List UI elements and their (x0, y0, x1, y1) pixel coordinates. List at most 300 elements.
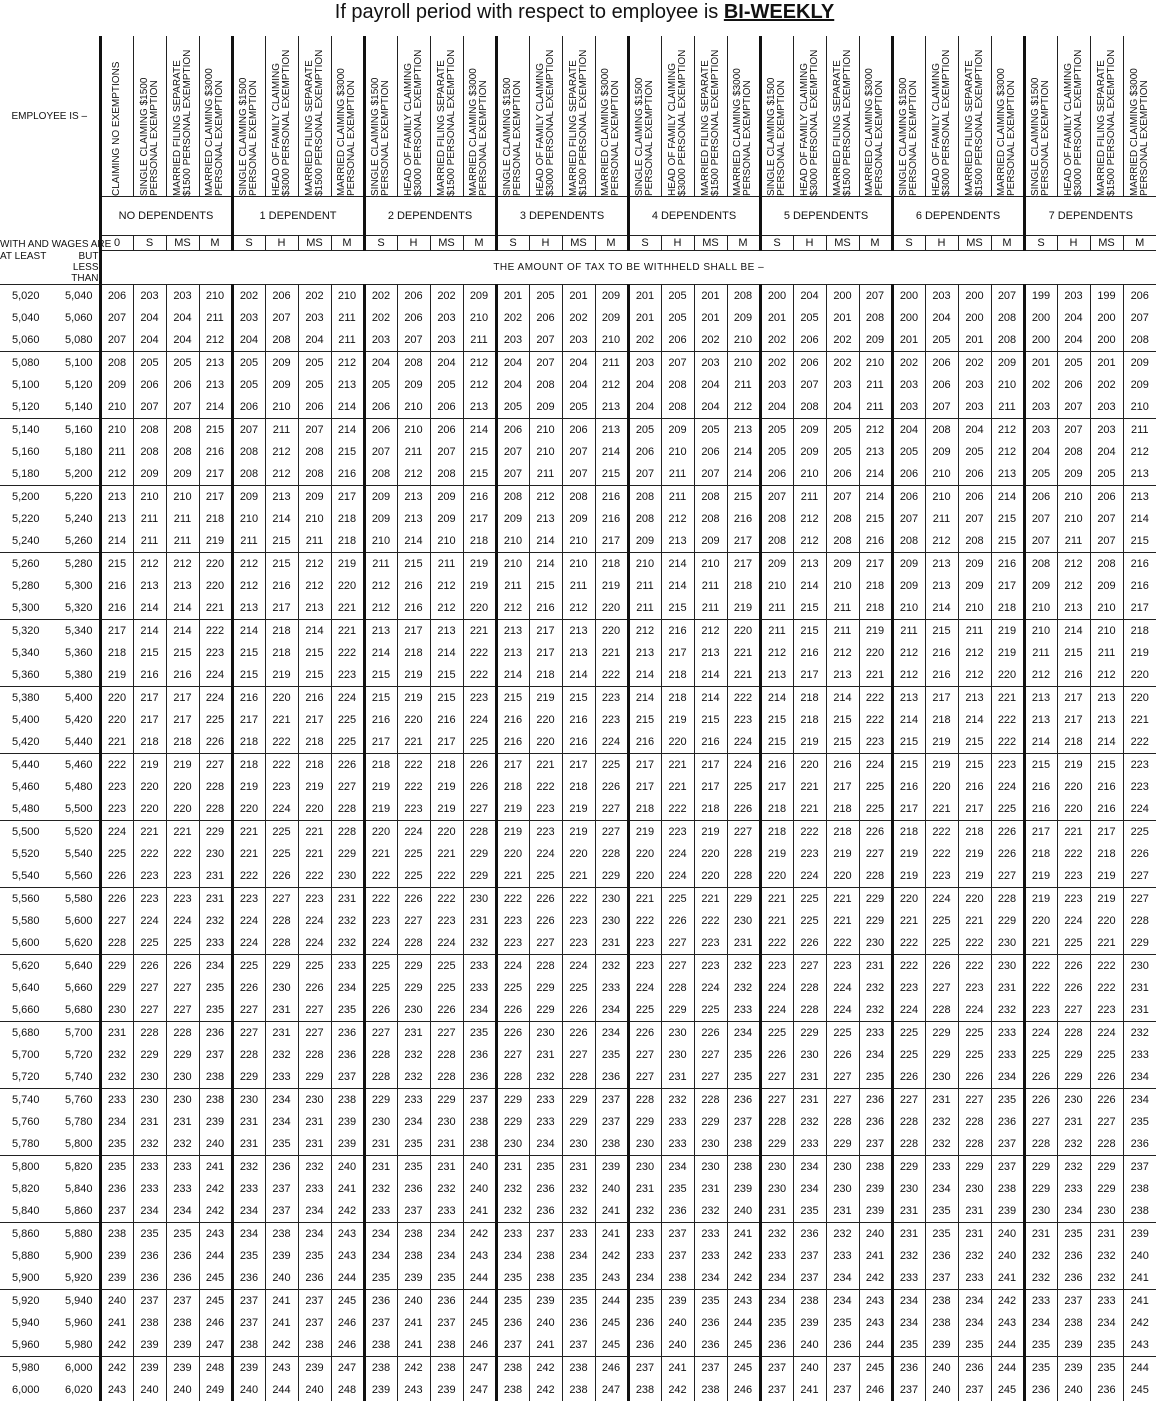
tax-cell: 231 (793, 1088, 826, 1111)
tax-cell: 218 (694, 798, 727, 821)
tax-cell: 210 (496, 552, 529, 575)
tax-cell: 217 (199, 463, 232, 486)
tax-cell: 205 (430, 374, 463, 396)
tax-cell: 200 (826, 284, 859, 307)
tax-cell: 223 (133, 865, 166, 888)
tax-cell: 214 (331, 396, 364, 419)
tax-cell: 210 (628, 552, 661, 575)
tax-cell: 236 (298, 1267, 331, 1290)
tax-cell: 223 (628, 954, 661, 977)
tax-cell: 220 (826, 865, 859, 888)
tax-cell: 218 (232, 753, 265, 776)
tax-cell: 219 (892, 843, 925, 865)
tax-cell: 238 (166, 1312, 199, 1334)
tax-cell: 215 (1090, 753, 1123, 776)
tax-cell: 210 (958, 597, 991, 620)
tax-cell: 231 (430, 1155, 463, 1178)
tax-cell: 243 (331, 1222, 364, 1245)
tax-cell: 239 (364, 1379, 397, 1401)
tax-cell: 218 (265, 619, 298, 642)
tax-cell: 212 (463, 374, 496, 396)
tax-cell: 242 (529, 1379, 562, 1401)
tax-cell: 213 (562, 642, 595, 664)
tax-cell: 208 (133, 418, 166, 441)
tax-cell: 217 (694, 753, 727, 776)
tax-cell: 201 (694, 284, 727, 307)
tax-cell: 209 (430, 485, 463, 508)
tax-cell: 230 (991, 932, 1024, 955)
tax-cell: 236 (199, 1021, 232, 1044)
tax-cell: 239 (925, 1334, 958, 1357)
tax-cell: 203 (430, 329, 463, 352)
tax-cell: 227 (331, 776, 364, 798)
tax-cell: 222 (298, 865, 331, 888)
tax-cell: 204 (628, 374, 661, 396)
tax-cell: 210 (100, 418, 133, 441)
tax-cell: 242 (859, 1267, 892, 1290)
tax-cell: 212 (562, 597, 595, 620)
tax-cell: 218 (727, 575, 760, 597)
tax-cell: 231 (694, 1178, 727, 1200)
tax-cell: 217 (463, 508, 496, 530)
tax-cell: 223 (760, 954, 793, 977)
column-heading: MARRIED FILING SEPARATE $1500 PERSONAL EXEMPTION (430, 36, 463, 197)
tax-cell: 219 (991, 619, 1024, 642)
tax-cell: 230 (760, 1155, 793, 1178)
tax-cell: 220 (331, 575, 364, 597)
tax-cell: 228 (430, 1044, 463, 1066)
tax-cell: 231 (199, 887, 232, 910)
tax-cell: 201 (628, 307, 661, 329)
tax-cell: 238 (364, 1356, 397, 1379)
tax-cell: 230 (265, 977, 298, 999)
tax-cell: 224 (430, 932, 463, 955)
column-heading: HEAD OF FAMILY CLAIMING $3000 PERSONAL EXEMPTION (1057, 36, 1090, 197)
tax-cell: 210 (1057, 508, 1090, 530)
tax-cell: 222 (991, 709, 1024, 731)
tax-cell: 231 (265, 999, 298, 1022)
tax-cell: 234 (265, 1088, 298, 1111)
tax-cell: 247 (199, 1334, 232, 1357)
tax-cell: 211 (1090, 642, 1123, 664)
page-title (0, 0, 1169, 24)
wage-less-than: 5,580 (55, 887, 100, 910)
tax-cell: 215 (1024, 753, 1057, 776)
tax-cell: 208 (793, 396, 826, 419)
tax-cell: 233 (265, 1066, 298, 1089)
tax-cell: 215 (727, 485, 760, 508)
tax-cell: 215 (1123, 530, 1156, 553)
tax-cell: 233 (463, 954, 496, 977)
tax-cell: 220 (265, 686, 298, 709)
tax-cell: 219 (595, 575, 628, 597)
tax-cell: 205 (232, 374, 265, 396)
tax-cell: 234 (694, 1267, 727, 1290)
tax-cell: 218 (661, 686, 694, 709)
tax-cell: 238 (331, 1088, 364, 1111)
tax-cell: 234 (925, 1178, 958, 1200)
tax-cell: 245 (199, 1267, 232, 1290)
tax-cell: 224 (265, 798, 298, 821)
tax-cell: 205 (826, 418, 859, 441)
tax-cell: 232 (562, 1200, 595, 1223)
tax-cell: 221 (892, 910, 925, 932)
status-code: S (760, 236, 793, 251)
tax-cell: 238 (364, 1334, 397, 1357)
tax-cell: 216 (1024, 798, 1057, 821)
tax-cell: 216 (232, 686, 265, 709)
tax-cell: 221 (760, 910, 793, 932)
tax-cell: 228 (793, 999, 826, 1022)
tax-cell: 228 (628, 1088, 661, 1111)
tax-cell: 207 (991, 284, 1024, 307)
tax-cell: 225 (364, 977, 397, 999)
tax-cell: 215 (364, 664, 397, 687)
tax-cell: 209 (628, 530, 661, 553)
tax-cell: 236 (694, 1334, 727, 1357)
tax-cell: 215 (628, 709, 661, 731)
tax-cell: 220 (166, 776, 199, 798)
tax-cell: 206 (562, 418, 595, 441)
tax-cell: 218 (958, 820, 991, 843)
tax-cell: 200 (892, 284, 925, 307)
tax-cell: 232 (496, 1200, 529, 1223)
tax-cell: 206 (892, 485, 925, 508)
tax-cell: 208 (232, 463, 265, 486)
tax-cell: 224 (958, 999, 991, 1022)
tax-cell: 222 (430, 887, 463, 910)
tax-cell: 220 (364, 820, 397, 843)
tax-cell: 208 (694, 485, 727, 508)
tax-cell: 213 (826, 664, 859, 687)
table-row (0, 1289, 1156, 1312)
tax-cell: 228 (958, 1133, 991, 1156)
tax-cell: 219 (265, 664, 298, 687)
wage-less-than: 5,120 (64, 378, 93, 391)
tax-cell: 218 (265, 642, 298, 664)
tax-cell: 243 (331, 1245, 364, 1267)
tax-cell: 241 (595, 1222, 628, 1245)
status-code: MS (958, 236, 991, 251)
tax-cell: 215 (991, 508, 1024, 530)
tax-cell: 213 (1123, 463, 1156, 486)
tax-cell: 202 (958, 351, 991, 374)
table-row (0, 1178, 1156, 1200)
tax-cell: 211 (265, 418, 298, 441)
tax-cell: 219 (958, 865, 991, 888)
tax-cell: 230 (958, 1178, 991, 1200)
tax-cell: 205 (826, 441, 859, 463)
tax-cell: 207 (265, 307, 298, 329)
tax-cell: 213 (925, 575, 958, 597)
tax-cell: 227 (628, 1044, 661, 1066)
tax-cell: 225 (463, 731, 496, 754)
tax-cell: 216 (1123, 552, 1156, 575)
wage-less-than: 5,500 (64, 802, 93, 815)
tax-cell: 227 (925, 977, 958, 999)
tax-cell: 231 (661, 1066, 694, 1089)
tax-cell: 209 (265, 351, 298, 374)
tax-cell: 224 (1024, 1021, 1057, 1044)
tax-cell: 236 (100, 1178, 133, 1200)
tax-cell: 243 (265, 1356, 298, 1379)
wage-less-than: 5,380 (64, 668, 93, 681)
tax-cell: 216 (265, 575, 298, 597)
column-heading: MARRIED CLAIMING $3000 PERSONAL EXEMPTION (595, 36, 628, 197)
wage-less-than: 5,700 (55, 1021, 100, 1044)
tax-cell: 226 (694, 1021, 727, 1044)
tax-cell: 243 (859, 1312, 892, 1334)
tax-cell: 233 (364, 1200, 397, 1223)
tax-cell: 234 (364, 1245, 397, 1267)
tax-cell: 213 (1123, 485, 1156, 508)
tax-cell: 238 (727, 1155, 760, 1178)
tax-cell: 223 (496, 910, 529, 932)
tax-cell: 236 (661, 1200, 694, 1223)
tax-cell: 240 (265, 1267, 298, 1290)
tax-cell: 236 (1057, 1245, 1090, 1267)
wage-at-least: 5,420 (12, 735, 40, 748)
tax-cell: 205 (793, 307, 826, 329)
wage-less-than: 5,320 (64, 601, 93, 614)
tax-cell: 217 (628, 753, 661, 776)
tax-cell: 233 (463, 977, 496, 999)
table-row (0, 1044, 1156, 1066)
tax-cell: 204 (793, 284, 826, 307)
tax-cell: 242 (529, 1356, 562, 1379)
tax-cell: 217 (1024, 820, 1057, 843)
tax-cell: 205 (694, 418, 727, 441)
tax-cell: 227 (826, 1066, 859, 1089)
tax-cell: 208 (958, 530, 991, 553)
tax-cell: 236 (793, 1222, 826, 1245)
tax-cell: 214 (661, 552, 694, 575)
tax-cell: 206 (1024, 485, 1057, 508)
tax-cell: 233 (694, 1222, 727, 1245)
status-code: M (991, 236, 1024, 251)
tax-cell: 213 (595, 396, 628, 419)
tax-cell: 206 (496, 418, 529, 441)
tax-cell: 215 (826, 731, 859, 754)
tax-cell: 213 (199, 374, 232, 396)
wage-at-least: 5,920 (0, 1289, 55, 1312)
tax-cell: 217 (529, 642, 562, 664)
tax-cell: 236 (826, 1334, 859, 1357)
tax-cell: 204 (694, 374, 727, 396)
tax-cell: 231 (100, 1021, 133, 1044)
tax-cell: 219 (1123, 642, 1156, 664)
tax-cell: 222 (892, 932, 925, 955)
tax-cell: 224 (661, 865, 694, 888)
tax-cell: 235 (595, 1044, 628, 1066)
tax-cell: 239 (265, 1245, 298, 1267)
tax-cell: 235 (1090, 1356, 1123, 1379)
tax-cell: 224 (364, 932, 397, 955)
column-heading: MARRIED FILING SEPARATE $1500 PERSONAL EXEMPTION (958, 36, 991, 197)
tax-cell: 234 (760, 1267, 793, 1290)
tax-cell: 237 (298, 1312, 331, 1334)
tax-cell: 219 (562, 820, 595, 843)
tax-cell: 210 (463, 307, 496, 329)
tax-cell: 238 (430, 1334, 463, 1357)
tax-cell: 209 (1123, 374, 1156, 396)
tax-cell: 216 (859, 530, 892, 553)
tax-cell: 209 (430, 508, 463, 530)
tax-cell: 238 (496, 1356, 529, 1379)
tax-cell: 229 (397, 954, 430, 977)
tax-cell: 220 (628, 843, 661, 865)
tax-cell: 211 (826, 619, 859, 642)
tax-cell: 237 (529, 1222, 562, 1245)
tax-cell: 214 (826, 686, 859, 709)
tax-cell: 232 (595, 954, 628, 977)
tax-cell: 226 (826, 1044, 859, 1066)
tax-cell: 237 (925, 1267, 958, 1290)
tax-cell: 238 (199, 1066, 232, 1089)
tax-cell: 245 (727, 1356, 760, 1379)
tax-cell: 234 (859, 1044, 892, 1066)
tax-cell: 211 (628, 575, 661, 597)
tax-cell: 234 (958, 1289, 991, 1312)
but-less-than-label: BUT LESS THAN (71, 250, 99, 284)
tax-cell: 223 (958, 977, 991, 999)
status-code: MS (430, 236, 463, 251)
tax-cell: 216 (331, 463, 364, 486)
tax-cell: 206 (397, 284, 430, 307)
tax-cell: 216 (1090, 776, 1123, 798)
tax-cell: 229 (694, 1111, 727, 1133)
tax-cell: 214 (265, 508, 298, 530)
tax-cell: 212 (793, 508, 826, 530)
tax-cell: 210 (1090, 619, 1123, 642)
tax-cell: 235 (397, 1155, 430, 1178)
tax-cell: 227 (1123, 865, 1156, 888)
tax-cell: 241 (397, 1312, 430, 1334)
tax-cell: 209 (661, 418, 694, 441)
tax-cell: 222 (925, 843, 958, 865)
tax-cell: 225 (100, 843, 133, 865)
tax-cell: 238 (397, 1222, 430, 1245)
column-heading: SINGLE CLAIMING $1500 PERSONAL EXEMPTION (760, 36, 793, 197)
tax-cell: 222 (1024, 977, 1057, 999)
tax-cell: 225 (826, 1021, 859, 1044)
tax-cell: 238 (430, 1356, 463, 1379)
column-heading: MARRIED CLAIMING $3000 PERSONAL EXEMPTION (199, 36, 232, 197)
tax-cell: 219 (826, 843, 859, 865)
tax-cell: 221 (496, 865, 529, 888)
tax-cell: 205 (232, 351, 265, 374)
tax-cell: 211 (430, 552, 463, 575)
tax-cell: 213 (133, 575, 166, 597)
tax-cell: 217 (727, 530, 760, 553)
tax-cell: 212 (1057, 552, 1090, 575)
tax-cell: 232 (859, 999, 892, 1022)
tax-cell: 237 (760, 1379, 793, 1401)
tax-cell: 229 (1024, 1155, 1057, 1178)
wage-at-least: 5,100 (12, 378, 40, 391)
tax-cell: 221 (265, 709, 298, 731)
table-row (0, 1356, 1156, 1379)
tax-cell: 231 (232, 1133, 265, 1156)
tax-cell: 215 (859, 508, 892, 530)
wage-less-than: 5,880 (55, 1222, 100, 1245)
wage-less-than: 5,080 (64, 333, 93, 346)
tax-cell: 231 (298, 1133, 331, 1156)
tax-cell: 212 (694, 619, 727, 642)
status-code: H (925, 236, 958, 251)
column-heading: SINGLE CLAIMING $1500 PERSONAL EXEMPTION (133, 36, 166, 197)
tax-cell: 207 (1024, 508, 1057, 530)
table-row (0, 597, 1156, 620)
tax-cell: 223 (1123, 753, 1156, 776)
tax-cell: 209 (1024, 575, 1057, 597)
tax-cell: 246 (859, 1379, 892, 1401)
tax-cell: 201 (496, 284, 529, 307)
tax-cell: 210 (793, 463, 826, 486)
tax-cell: 220 (1123, 686, 1156, 709)
tax-cell: 237 (496, 1334, 529, 1357)
tax-cell: 241 (1123, 1289, 1156, 1312)
tax-cell: 239 (1057, 1356, 1090, 1379)
tax-cell: 209 (265, 374, 298, 396)
tax-cell: 214 (661, 575, 694, 597)
tax-cell: 206 (397, 307, 430, 329)
tax-cell: 216 (199, 441, 232, 463)
tax-cell: 235 (760, 1312, 793, 1334)
tax-cell: 235 (1024, 1356, 1057, 1379)
tax-cell: 216 (430, 709, 463, 731)
tax-cell: 213 (991, 463, 1024, 486)
tax-cell: 219 (991, 642, 1024, 664)
tax-cell: 220 (925, 776, 958, 798)
tax-cell: 230 (826, 1155, 859, 1178)
tax-cell: 218 (628, 798, 661, 821)
tax-cell: 222 (661, 798, 694, 821)
table-row (0, 1155, 1156, 1178)
tax-cell: 235 (793, 1200, 826, 1223)
tax-cell: 229 (1057, 1066, 1090, 1089)
tax-cell: 239 (166, 1356, 199, 1379)
tax-cell: 207 (694, 463, 727, 486)
tax-cell: 230 (760, 1178, 793, 1200)
tax-cell: 213 (232, 597, 265, 620)
tax-cell: 239 (859, 1200, 892, 1223)
tax-cell: 233 (958, 1267, 991, 1290)
tax-cell: 215 (595, 463, 628, 486)
tax-cell: 216 (760, 753, 793, 776)
tax-cell: 217 (1090, 820, 1123, 843)
tax-cell: 222 (199, 619, 232, 642)
tax-cell: 237 (793, 1245, 826, 1267)
tax-cell: 209 (892, 552, 925, 575)
tax-cell: 210 (562, 530, 595, 553)
tax-cell: 229 (562, 1088, 595, 1111)
tax-cell: 233 (628, 1245, 661, 1267)
status-code: M (859, 236, 892, 251)
tax-cell: 239 (133, 1334, 166, 1357)
wage-at-least: 5,660 (12, 1003, 40, 1016)
tax-cell: 223 (166, 887, 199, 910)
tax-cell: 206 (1123, 284, 1156, 307)
tax-cell: 242 (100, 1334, 133, 1357)
tax-cell: 215 (298, 664, 331, 687)
tax-cell: 232 (331, 910, 364, 932)
tax-cell: 227 (694, 1044, 727, 1066)
tax-cell: 229 (661, 999, 694, 1022)
tax-cell: 229 (859, 887, 892, 910)
tax-cell: 227 (595, 820, 628, 843)
tax-cell: 221 (694, 887, 727, 910)
